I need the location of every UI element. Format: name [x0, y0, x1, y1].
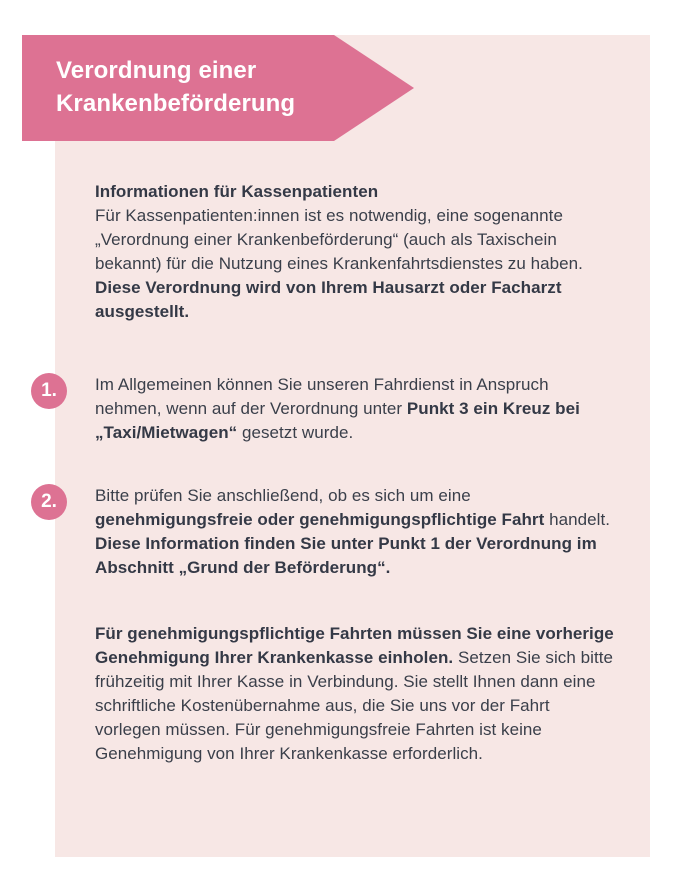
step-2-text — [95, 484, 615, 580]
step-1-bold: Punkt 3 ein Kreuz bei „Taxi/Mietwagen“ — [95, 399, 580, 442]
step-1-text — [95, 373, 615, 445]
approval-note-bold: Für genehmigungspflichtige Fahrten müssen Sie eine vorherige Genehmigung Ihrer Krankenkasse einholen. — [95, 624, 614, 667]
approval-note — [95, 622, 615, 766]
intro-bold-text: Diese Verordnung wird von Ihrem Hausarzt oder Facharzt ausgestellt. — [95, 278, 562, 321]
page-title-line1: Verordnung einer — [56, 57, 257, 84]
step-2-text-before: Bitte prüfen Sie anschließend, ob es sich um eine — [95, 486, 471, 505]
step-2-bold-2: Diese Information finden Sie unter Punkt 1 der Verordnung im Abschnitt „Grund der Beförderung“. — [95, 534, 597, 577]
step-2-bold: genehmigungsfreie oder genehmigungspflichtige Fahrt — [95, 510, 545, 529]
approval-note-text: Setzen Sie sich bitte frühzeitig mit Ihrer Kasse in Verbindung. Sie stellt Ihnen dann eine schriftliche Kostenübernahme aus, die Sie uns vor der Fahrt vorlegen müssen. Für genehmigungsfreie Fahrten ist keine Genehmigung von Ihrer Krankenkasse erforderlich. — [95, 648, 614, 763]
step-1-text-after: gesetzt wurde. — [241, 423, 354, 442]
step-2-text-mid: handelt. — [549, 510, 610, 529]
page-title — [56, 54, 376, 120]
step-1-number-badge: 1. — [31, 373, 67, 409]
step-2-number-badge: 2. — [31, 484, 67, 520]
intro-text: Für Kassenpatienten:innen ist es notwendig, eine sogenannte „Verordnung einer Krankenbeförderung“ (auch als Taxischein bekannt) für die Nutzung eines Krankenfahrtsdienstes zu haben. — [95, 206, 583, 273]
step-1-text-before: Im Allgemeinen können Sie unseren Fahrdienst in Anspruch nehmen, wenn auf der Verordnung unter — [95, 375, 549, 418]
intro-heading: Informationen für Kassenpatienten — [95, 182, 379, 201]
page-title-line2: Krankenbeförderung — [56, 90, 296, 117]
intro-section — [95, 180, 615, 324]
